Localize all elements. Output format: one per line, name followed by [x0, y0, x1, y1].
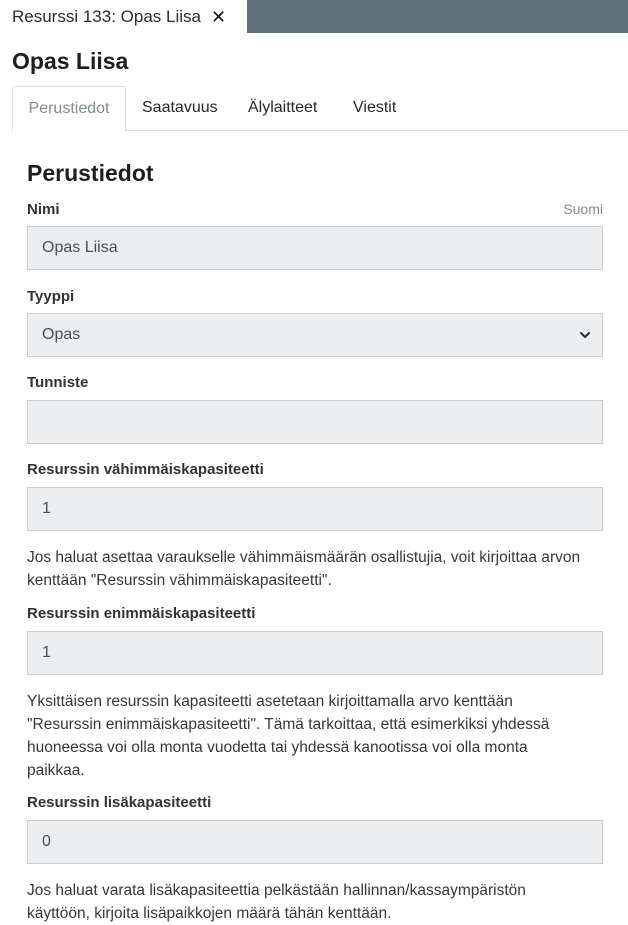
tab-bar — [12, 86, 628, 131]
max-capacity-input[interactable] — [27, 631, 603, 675]
type-label: Tyyppi — [27, 288, 75, 305]
document-tab[interactable] — [0, 0, 247, 34]
extra-capacity-help: Jos haluat varata lisäkapasiteettia pelkästään hallinnan/kassaympäristön käyttöön, kirjoita lisäpaikkojen määrä tähän kenttään. — [27, 882, 526, 922]
tab-alylaitteet[interactable]: Älylaitteet — [248, 99, 318, 116]
extra-capacity-input[interactable] — [27, 820, 603, 864]
section-title: Perustiedot — [27, 160, 154, 186]
min-capacity-help: Jos haluat asettaa varaukselle vähimmäismäärän osallistujia, voit kirjoittaa arvon kenttään "Resurssin vähimmäiskapasiteetti". — [27, 549, 581, 589]
identifier-input[interactable] — [27, 400, 603, 444]
document-tab-title: Resurssi 133: Opas Liisa — [12, 7, 201, 26]
max-capacity-help: Yksittäisen resurssin kapasiteetti asetetaan kirjoittamalla arvo kenttään "Resurssin enimmäiskapasiteetti". Tämä tarkoittaa, että esimerkiksi yhdessä huoneessa voi olla monta vuodetta tai yhdessä kanootissa voi olla monta paikkaa. — [27, 693, 550, 779]
tab-perustiedot[interactable]: Perustiedot — [12, 86, 126, 132]
chevron-down-icon — [578, 328, 592, 342]
tab-bar-background — [247, 0, 628, 33]
type-select[interactable] — [27, 313, 603, 357]
identifier-label: Tunniste — [27, 374, 89, 391]
language-selector[interactable]: Suomi — [563, 201, 603, 217]
name-input[interactable] — [27, 226, 603, 270]
min-capacity-input[interactable] — [27, 487, 603, 531]
max-capacity-label: Resurssin enimmäiskapasiteetti — [27, 605, 256, 622]
tab-viestit[interactable]: Viestit — [353, 99, 397, 116]
tab-saatavuus[interactable]: Saatavuus — [142, 99, 218, 116]
document-tab-bar — [0, 0, 628, 34]
type-select-value: Opas — [42, 326, 81, 343]
page-title: Opas Liisa — [12, 48, 129, 74]
close-icon[interactable]: ✕ — [210, 7, 227, 27]
extra-capacity-label: Resurssin lisäkapasiteetti — [27, 794, 212, 811]
min-capacity-label: Resurssin vähimmäiskapasiteetti — [27, 461, 264, 478]
name-label: Nimi — [27, 201, 60, 218]
